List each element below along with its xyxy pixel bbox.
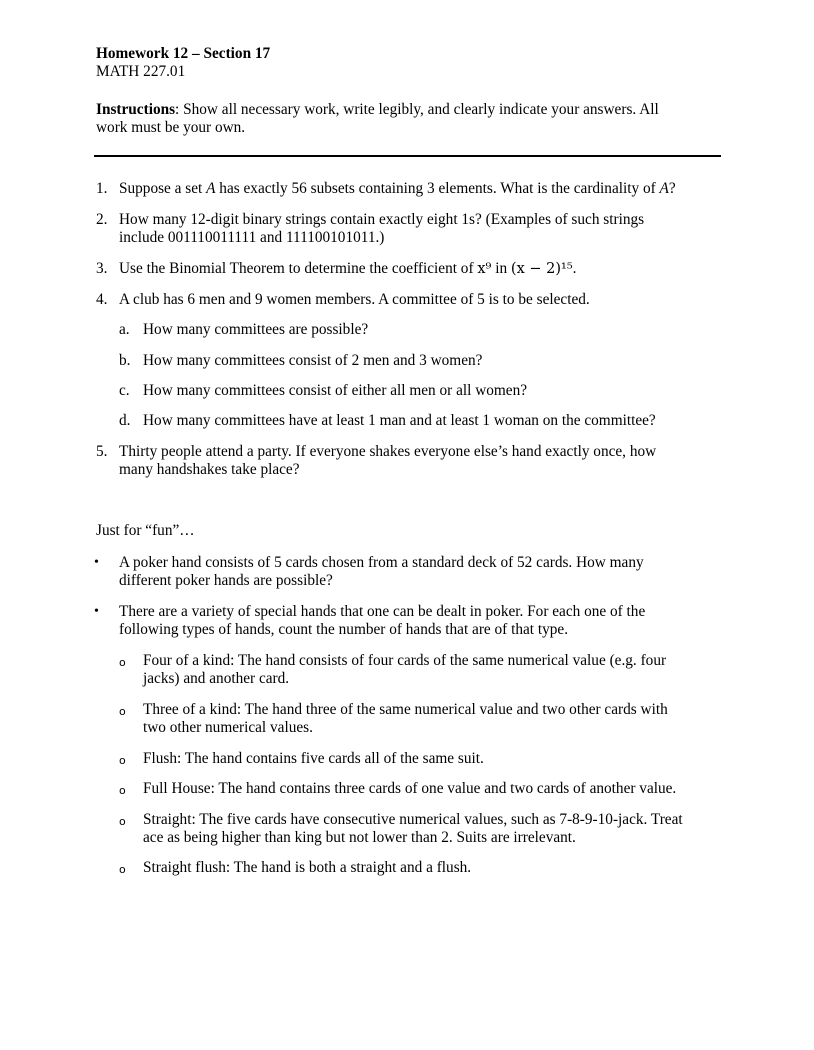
problem-4b-label: b. bbox=[119, 352, 131, 369]
set-variable-a-2: A bbox=[659, 180, 669, 197]
problem-3-number: 3. bbox=[96, 260, 108, 277]
hand-flush: Flush: The hand contains five cards all of the same suit. bbox=[143, 750, 484, 767]
header-divider bbox=[94, 155, 721, 157]
hand-straight-flush: Straight flush: The hand is both a straight and a flush. bbox=[143, 859, 472, 876]
problem-5-line-2: many handshakes take place? bbox=[119, 461, 300, 478]
problem-1-mid: has exactly 56 subsets containing 3 elements. What is the cardinality of bbox=[215, 180, 660, 197]
hand-four-of-a-kind-line-2: jacks) and another card. bbox=[143, 670, 290, 687]
course-code: MATH 227.01 bbox=[96, 63, 186, 80]
problem-4-text: A club has 6 men and 9 women members. A committee of 5 is to be selected. bbox=[119, 291, 590, 308]
problem-4a-text: How many committees are possible? bbox=[143, 321, 369, 338]
homework-title: Homework 12 – Section 17 bbox=[96, 45, 271, 62]
math-binomial-expression: (x − 2)¹⁵ bbox=[510, 261, 573, 277]
fun-bullet-2-line-1: There are a variety of special hands that one can be dealt in poker. For each one of the bbox=[119, 603, 646, 620]
hand-three-of-a-kind-line-2: two other numerical values. bbox=[143, 719, 313, 736]
fun-heading: Just for “fun”… bbox=[96, 522, 195, 539]
fun-bullet-2-line-2: following types of hands, count the number of hands that are of that type. bbox=[119, 621, 569, 638]
problem-2-line-1: How many 12-digit binary strings contain exactly eight 1s? (Examples of such strings bbox=[119, 211, 645, 228]
hollow-circle-icon: o bbox=[119, 815, 126, 828]
problem-3-mid: in bbox=[491, 260, 511, 277]
hand-three-of-a-kind-line-1: Three of a kind: The hand three of the same numerical value and two other cards with bbox=[143, 701, 668, 718]
instructions-label: Instructions bbox=[96, 101, 176, 118]
instructions-text-1: : Show all necessary work, write legibly, and clearly indicate your answers. All bbox=[175, 101, 659, 118]
problem-5-line-1: Thirty people attend a party. If everyone shakes everyone else’s hand exactly once, how bbox=[119, 443, 657, 460]
problem-1-text bbox=[119, 180, 719, 198]
problem-4d-text: How many committees have at least 1 man and at least 1 woman on the committee? bbox=[143, 412, 656, 429]
problem-4c-text: How many committees consist of either all men or all women? bbox=[143, 382, 528, 399]
problem-1-pre: Suppose a set bbox=[119, 180, 207, 197]
hollow-circle-icon: o bbox=[119, 656, 126, 669]
hand-full-house: Full House: The hand contains three cards of one value and two cards of another value. bbox=[143, 780, 677, 797]
problem-3-post: . bbox=[572, 260, 577, 277]
math-x-power-9: x⁹ bbox=[477, 261, 492, 277]
problem-2-number: 2. bbox=[96, 211, 108, 228]
bullet-icon: • bbox=[94, 555, 99, 570]
problem-3-pre: Use the Binomial Theorem to determine the coefficient of bbox=[119, 260, 478, 277]
hollow-circle-icon: o bbox=[119, 705, 126, 718]
problem-1-post: ? bbox=[668, 180, 676, 197]
hollow-circle-icon: o bbox=[119, 754, 126, 767]
problem-3-text bbox=[119, 260, 719, 278]
hand-straight-line-1: Straight: The five cards have consecutive numerical values, such as 7-8-9-10-jack. Treat bbox=[143, 811, 683, 828]
bullet-icon: • bbox=[94, 604, 99, 619]
problem-4c-label: c. bbox=[119, 382, 130, 399]
problem-4d-label: d. bbox=[119, 412, 131, 429]
problem-4b-text: How many committees consist of 2 men and 3 women? bbox=[143, 352, 483, 369]
fun-bullet-1-line-1: A poker hand consists of 5 cards chosen from a standard deck of 52 cards. How many bbox=[119, 554, 644, 571]
fun-bullet-1-line-2: different poker hands are possible? bbox=[119, 572, 333, 589]
problem-1-number: 1. bbox=[96, 180, 108, 197]
instructions-line-1 bbox=[96, 101, 659, 119]
problem-5-number: 5. bbox=[96, 443, 108, 460]
hollow-circle-icon: o bbox=[119, 863, 126, 876]
set-variable-a: A bbox=[206, 180, 216, 197]
instructions-line-2: work must be your own. bbox=[96, 119, 246, 136]
hand-straight-line-2: ace as being higher than king but not lower than 2. Suits are irrelevant. bbox=[143, 829, 576, 846]
hollow-circle-icon: o bbox=[119, 784, 126, 797]
hand-four-of-a-kind-line-1: Four of a kind: The hand consists of four cards of the same numerical value (e.g. four bbox=[143, 652, 667, 669]
problem-4-number: 4. bbox=[96, 291, 108, 308]
problem-4a-label: a. bbox=[119, 321, 130, 338]
problem-2-line-2: include 001110011111 and 111100101011.) bbox=[119, 229, 385, 246]
